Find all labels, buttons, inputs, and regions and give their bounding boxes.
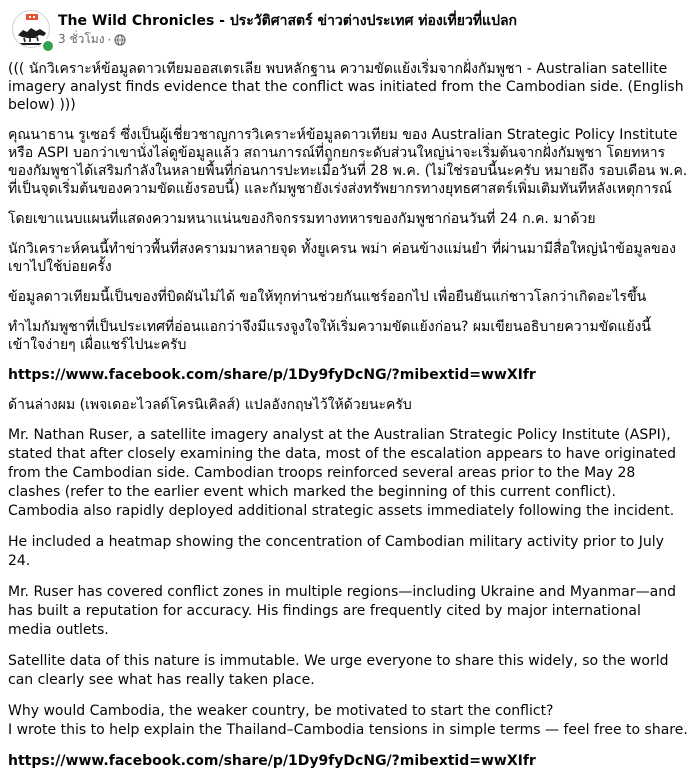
closing-line-question: Why would Cambodia, the weaker country, be motivated to start the conflict? bbox=[8, 703, 554, 719]
post-timestamp[interactable]: 3 ชั่วโมง bbox=[58, 32, 105, 46]
post-paragraph: โดยเขาแนบแผนที่แสดงความหนาแน่นของกิจกรรมทางทหารของกัมพูชาก่อนวันที่ 24 ก.ค. มาด้วย bbox=[8, 211, 596, 227]
post-paragraph: ข้อมูลดาวเทียมนี้เป็นของที่บิดผันไม่ได้ ขอให้ทุกท่านช่วยกันแชร์ออกไป เพื่อยืนยันแก่ชาวโลกว่าเกิดอะไรขึ้น bbox=[8, 289, 647, 305]
closing-line-share: I wrote this to help explain the Thailand–Cambodia tensions in simple terms — feel free to share. bbox=[8, 722, 688, 738]
share-link-1[interactable]: https://www.facebook.com/share/p/1Dy9fyDcNG/?mibextid=wwXIfr bbox=[8, 367, 536, 383]
closing-paragraph bbox=[8, 702, 688, 740]
post-body bbox=[8, 60, 688, 782]
english-paragraph: Mr. Nathan Ruser, a satellite imagery analyst at the Australian Strategic Policy Institute (ASPI), stated that after closely examining the data, most of the escalation appears to have originated from the Cambodian side. Cambodian troops reinforced several areas prior to the May 28 clashes (refer to the earlier event which marked the beginning of this current conflict). Cambodia also rapidly deployed additional strategic assets immediately following the incident. bbox=[8, 427, 677, 519]
translation-note: ด้านล่างผม (เพจเดอะไวลด์โครนิเคิลส์) แปลอังกฤษไว้ให้ด้วยนะครับ bbox=[8, 397, 412, 413]
post-paragraph-intro: ((( นักวิเคราะห์ข้อมูลดาวเทียมออสเตรเลีย พบหลักฐาน ความขัดแย้งเริ่มจากฝั่งกัมพูชา - Australian satellite imagery analyst finds evidence that the conflict was initiated from the Cambodian side. (English below) ))) bbox=[8, 61, 684, 113]
share-link-2[interactable]: https://www.facebook.com/share/p/1Dy9fyDcNG/?mibextid=wwXIfr bbox=[8, 753, 536, 769]
meta-separator: · bbox=[107, 32, 112, 47]
post-meta bbox=[58, 30, 126, 49]
english-paragraph: He included a heatmap showing the concentration of Cambodian military activity prior to July 24. bbox=[8, 534, 664, 569]
online-status-dot bbox=[41, 39, 55, 53]
english-paragraph: Satellite data of this nature is immutable. We urge everyone to share this widely, so the world can clearly see what has really taken place. bbox=[8, 653, 669, 688]
post-header bbox=[12, 8, 692, 50]
post-paragraph: นักวิเคราะห์คนนี้ทำข่าวพื้นที่สงครามมาหลายจุด ทั้งยูเครน พม่า ค่อนข้างแม่นยำ ที่ผ่านมามีสื่อใหญ่นำข้อมูลของเขาไปใช้บ่อยครั้ง bbox=[8, 241, 677, 275]
english-paragraph: Mr. Ruser has covered conflict zones in multiple regions—including Ukraine and Myanmar—and has built a reputation for accuracy. His findings are frequently cited by major international media outlets. bbox=[8, 584, 676, 638]
post-paragraph: ทำไมกัมพูชาที่เป็นประเทศที่อ่อนแอกว่าจึงมีแรงจูงใจให้เริ่มความขัดแย้งก่อน? ผมเขียนอธิบายความขัดแย้งนี้เข้าใจง่ายๆ เผื่อแชร์ไปนะครับ bbox=[8, 319, 651, 353]
globe-icon[interactable] bbox=[114, 34, 126, 46]
post-paragraph: คุณนาธาน รูเซอร์ ซึ่งเป็นผู้เชี่ยวชาญการวิเคราะห์ข้อมูลดาวเทียม ของ Australian Strategic Policy Institute หรือ ASPI บอกว่าเขานั่งไล่ดูข้อมูลแล้ว สถานการณ์ที่ถูกยกระดับส่วนใหญ่น่าจะเริ่มต้นจากฝั่งกัมพูชา โดยทหารของกัมพูชาได้เสริมกำลังในหลายพื้นที่ก่อนการปะทะเมื่อวันที่ 28 พ.ค. (ไม่ใช่รอบนี้นะครับ หมายถึง รอบเดือน พ.ค. ที่เป็นจุดเริ่มต้นของความขัดแย้งรอบนี้) และกัมพูชายังเร่งส่งทรัพยากรทางยุทธศาสตร์เพิ่มเติมทันทีหลังเหตุการณ์ bbox=[8, 127, 688, 197]
page-name-link[interactable]: The Wild Chronicles - ประวัติศาสตร์ ข่าวต่างประเทศ ท่องเที่ยวที่แปลก bbox=[58, 13, 518, 29]
